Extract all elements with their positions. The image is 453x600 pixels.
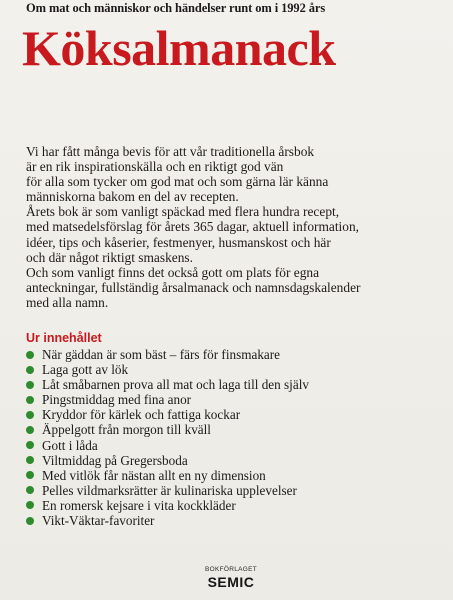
list-item <box>26 438 436 453</box>
intro-line: Årets bok är som vanligt späckad med flera hundra recept, <box>26 204 340 220</box>
list-item-text: Låt småbarnen prova all mat och laga till den själv <box>42 377 309 393</box>
intro-line: med matsedelsförslag för årets 365 dagar, aktuell information, <box>26 219 360 235</box>
bullet-dot-icon <box>26 411 34 419</box>
list-item-text: Laga gott av lök <box>42 362 129 378</box>
list-item <box>26 347 436 362</box>
list-item <box>26 422 436 437</box>
contents-section <box>26 330 436 528</box>
bullet-dot-icon <box>26 486 34 494</box>
list-item <box>26 377 436 392</box>
list-item <box>26 468 436 483</box>
bullet-dot-icon <box>26 441 34 449</box>
list-item <box>26 513 436 528</box>
list-item <box>26 407 436 422</box>
list-item-text: Äppelgott från morgon till kväll <box>42 422 211 438</box>
contents-heading: Ur innehållet <box>26 331 102 345</box>
list-item-text: Med vitlök får nästan allt en ny dimension <box>42 467 266 483</box>
bullet-dot-icon <box>26 366 34 374</box>
intro-line: idéer, tips och kåserier, festmenyer, husmanskost och här <box>26 234 331 250</box>
intro-line: anteckningar, fullständig årsalmanack och namnsdagskalender <box>26 279 361 295</box>
list-item <box>26 362 436 377</box>
list-item <box>26 498 436 513</box>
list-item-text: Viltmiddag på Gregersboda <box>42 452 188 468</box>
publisher-name: SEMIC <box>207 573 255 590</box>
intro-line: för alla som tycker om god mat och som gärna lär känna <box>26 174 329 190</box>
intro-line: är en rik inspirationskälla och en riktigt god vän <box>26 159 284 175</box>
bullet-dot-icon <box>26 517 34 525</box>
list-item <box>26 483 436 498</box>
list-item <box>26 453 436 468</box>
bullet-dot-icon <box>26 426 34 434</box>
list-item-text: Gott i låda <box>42 437 98 453</box>
list-item-text: En romersk kejsare i vita kockkläder <box>42 497 236 513</box>
list-item-text: Pelles vildmarksrätter är kulinariska upplevelser <box>42 482 297 498</box>
contents-list <box>26 347 436 528</box>
intro-line: med alla namn. <box>26 294 109 310</box>
intro-text <box>26 144 436 310</box>
tagline: Om mat och människor och händelser runt om i 1992 års <box>26 1 326 15</box>
bullet-dot-icon <box>26 501 34 509</box>
bullet-dot-icon <box>26 381 34 389</box>
bullet-dot-icon <box>26 471 34 479</box>
bullet-dot-icon <box>26 351 34 359</box>
intro-line: Och som vanligt finns det också gott om plats för egna <box>26 264 320 280</box>
list-item-text: Vikt-Väktar-favoriter <box>42 513 155 529</box>
list-item-text: Pingstmiddag med fina anor <box>42 392 192 408</box>
list-item-text: Kryddor för kärlek och fattiga kockar <box>42 407 241 423</box>
publisher-logo <box>196 567 266 589</box>
bullet-dot-icon <box>26 456 34 464</box>
intro-line: människorna bakom en del av recepten. <box>26 189 239 205</box>
bullet-dot-icon <box>26 396 34 404</box>
list-item-text: När gäddan är som bäst – färs för finsmakare <box>42 347 281 362</box>
intro-line: och där något riktigt smaskens. <box>26 249 193 265</box>
list-item <box>26 392 436 407</box>
intro-line: Vi har fått många bevis för att vår traditionella årsbok <box>26 144 315 159</box>
book-title: Köksalmanack <box>22 20 336 76</box>
publisher-label: BOKFÖRLAGET <box>204 566 258 573</box>
